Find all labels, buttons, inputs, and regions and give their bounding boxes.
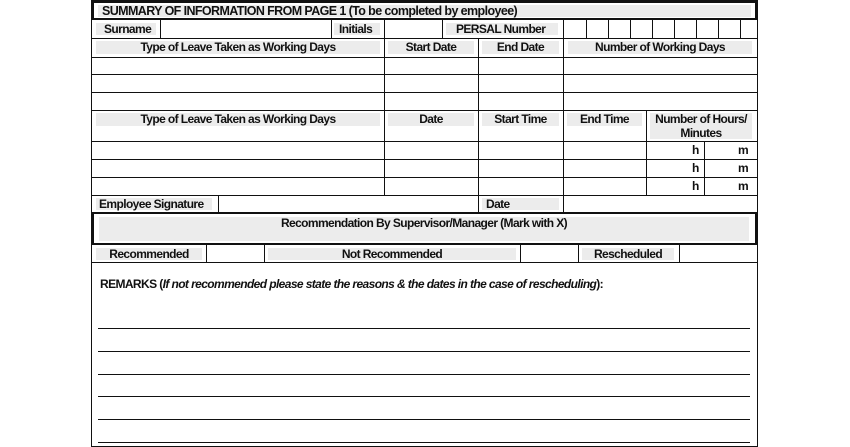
cell-divider [331,20,332,38]
cell-divider [264,245,265,262]
minutes-unit-label: m [738,179,749,193]
summary-title-box [92,1,757,20]
recommended-label: Recommended [109,247,189,261]
days-row-1-count[interactable] [564,58,757,74]
hours-type-header: Type of Leave Taken as Working Days [140,112,336,126]
days-row-1-end[interactable] [479,58,563,74]
persal-digit-2[interactable] [587,21,608,37]
recommended-checkbox[interactable] [207,246,264,261]
surname-label: Surname [104,22,152,36]
hours-row-1-date[interactable] [385,142,478,159]
remarks-label-prefix: REMARKS ( [100,277,163,291]
hours-row-1-minutes[interactable] [705,142,757,159]
hours-row-2-start[interactable] [479,160,563,177]
not-recommended-checkbox[interactable] [521,246,578,261]
days-type-header: Type of Leave Taken as Working Days [140,40,336,54]
persal-digit-7[interactable] [697,21,718,37]
persal-label: PERSAL Number [456,22,546,36]
employee-signature-field[interactable] [219,196,478,211]
summary-title: SUMMARY OF INFORMATION FROM PAGE 1 (To be completed by employee) [102,4,518,18]
cell-divider [478,195,479,212]
hours-row-3-end[interactable] [564,178,646,195]
days-row-1-type[interactable] [93,58,384,74]
hours-row-3-start[interactable] [479,178,563,195]
days-row-2-type[interactable] [93,75,384,92]
days-row-3-start[interactable] [385,93,478,110]
minutes-header: Minutes [680,126,722,140]
hours-row-2-minutes[interactable] [705,160,757,177]
remarks-label-suffix: ): [596,277,604,291]
hours-unit-label: h [692,179,699,193]
persal-digit-6[interactable] [675,21,696,37]
cell-divider [442,20,443,38]
recommendation-title: Recommendation By Supervisor/Manager (Mark with X) [280,216,568,230]
remarks-label-italic: If not recommended please state the reasons & the dates in the case of rescheduling [162,277,597,291]
days-row-3-type[interactable] [93,93,384,110]
initials-label: Initials [339,22,373,36]
signature-date-field[interactable] [564,196,757,211]
row-divider [92,110,758,111]
remarks-field[interactable] [98,310,750,446]
row-divider [92,38,758,39]
start-time-header: Start Time [494,112,547,126]
days-row-2-end[interactable] [479,75,563,92]
minutes-unit-label: m [738,143,749,157]
persal-digit-9[interactable] [741,21,757,37]
hours-date-header: Date [419,112,443,126]
end-time-header: End Time [580,112,629,126]
persal-digit-8[interactable] [719,21,740,37]
num-days-header: Number of Working Days [595,40,725,54]
rescheduled-checkbox[interactable] [680,246,757,261]
num-hours-header: Number of Hours/ [655,112,747,126]
initials-field[interactable] [385,21,442,37]
recommendation-box [92,212,757,245]
hours-unit-label: h [692,161,699,175]
row-divider [92,262,758,263]
minutes-unit-label: m [738,161,749,175]
days-row-3-count[interactable] [564,93,757,110]
employee-signature-label: Employee Signature [99,197,204,211]
persal-digit-5[interactable] [653,21,674,37]
not-recommended-label: Not Recommended [341,247,443,261]
cell-divider [578,245,579,262]
end-date-header: End Date [496,40,545,54]
hours-row-3-minutes[interactable] [705,178,757,195]
days-row-3-end[interactable] [479,93,563,110]
hours-row-1-start[interactable] [479,142,563,159]
days-row-1-start[interactable] [385,58,478,74]
hours-row-3-date[interactable] [385,178,478,195]
hours-row-1-type[interactable] [93,142,384,159]
days-row-2-count[interactable] [564,75,757,92]
start-date-header: Start Date [405,40,457,54]
hours-row-1-end[interactable] [564,142,646,159]
surname-field[interactable] [161,21,331,37]
hours-unit-label: h [692,143,699,157]
persal-digit-3[interactable] [609,21,630,37]
hours-row-2-date[interactable] [385,160,478,177]
remarks-label [100,277,603,291]
rescheduled-label: Rescheduled [593,247,663,261]
signature-date-label: Date [486,197,510,211]
hours-row-2-end[interactable] [564,160,646,177]
hours-row-2-type[interactable] [93,160,384,177]
days-row-2-start[interactable] [385,75,478,92]
persal-digit-4[interactable] [631,21,652,37]
hours-row-3-type[interactable] [93,178,384,195]
persal-digit-1[interactable] [564,21,586,37]
